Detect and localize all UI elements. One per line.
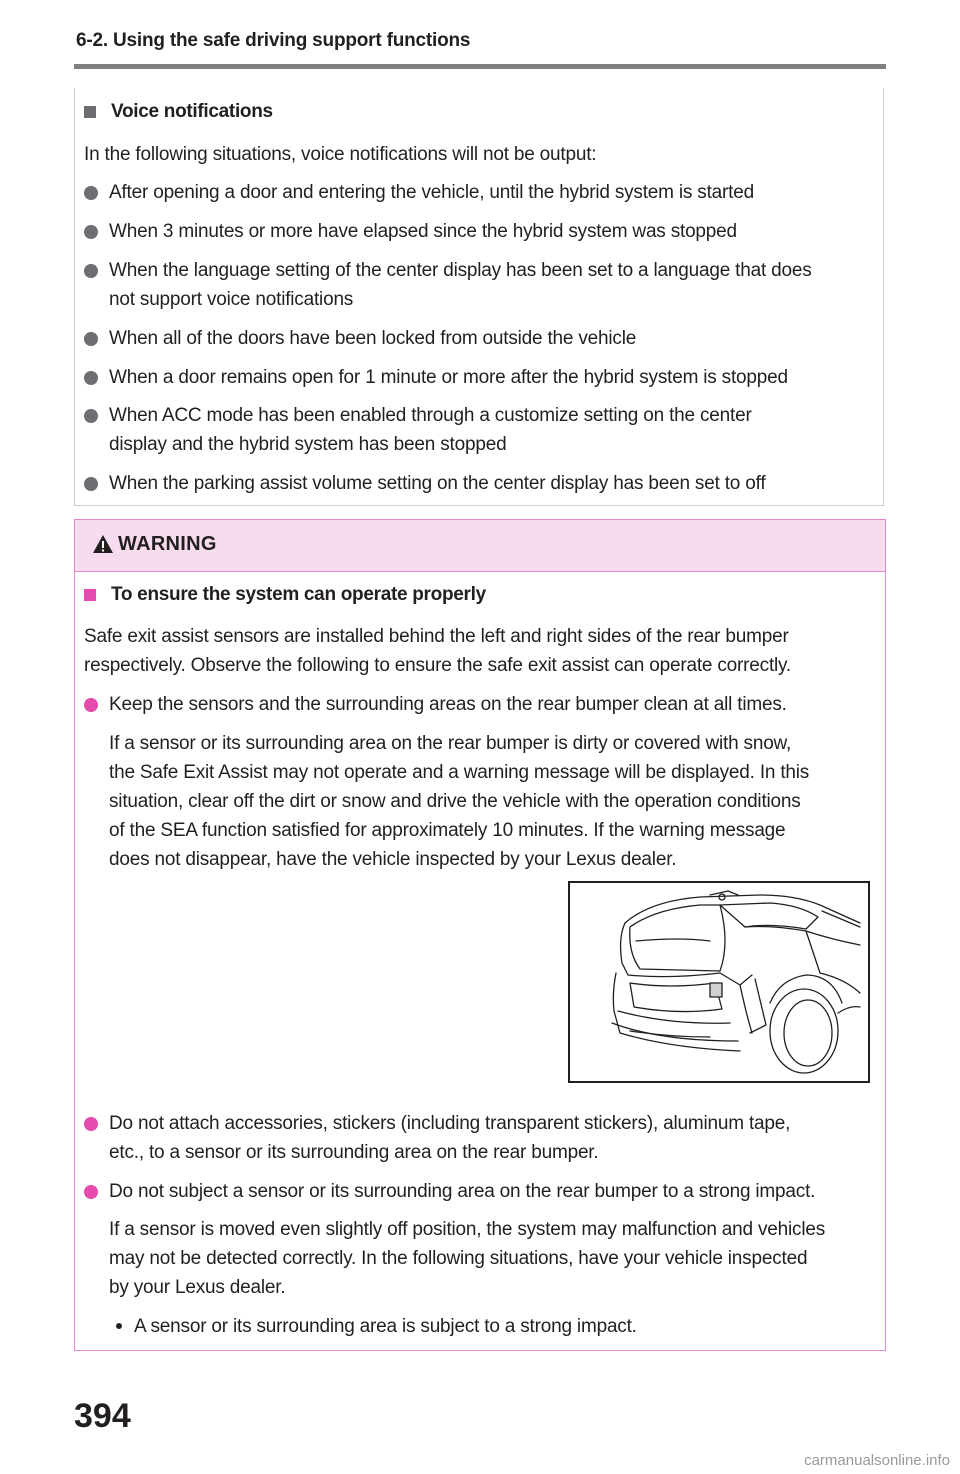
warning-header — [75, 520, 885, 572]
voice-item: When the language setting of the center display has been set to a language that does — [109, 260, 812, 281]
circle-bullet-icon — [84, 186, 98, 200]
voice-item: When the parking assist volume setting on the center display has been set to off — [109, 473, 766, 494]
voice-item: After opening a door and entering the vehicle, until the hybrid system is started — [109, 182, 754, 203]
warning-triangle-icon — [92, 534, 114, 554]
voice-item: When ACC mode has been enabled through a customize setting on the center — [109, 405, 752, 426]
circle-bullet-icon — [84, 698, 98, 712]
warning-detail: situation, clear off the dirt or snow and drive the vehicle with the operation conditions — [109, 791, 801, 812]
square-bullet-icon — [84, 589, 96, 601]
circle-bullet-icon — [84, 1117, 98, 1131]
circle-bullet-icon — [84, 332, 98, 346]
square-bullet-icon — [84, 106, 96, 118]
voice-item-cont: not support voice notifications — [109, 289, 354, 310]
page-number: 394 — [74, 1397, 131, 1435]
warning-intro: Safe exit assist sensors are installed behind the left and right sides of the rear bumper — [84, 626, 789, 647]
voice-intro: In the following situations, voice notifications will not be output: — [84, 144, 597, 165]
voice-item: When all of the doors have been locked from outside the vehicle — [109, 328, 637, 349]
warning-detail: does not disappear, have the vehicle inspected by your Lexus dealer. — [109, 849, 677, 870]
header-rule — [74, 64, 886, 69]
warning-item: Do not subject a sensor or its surrounding area on the rear bumper to a strong impact. — [109, 1181, 816, 1202]
warning-item: Keep the sensors and the surrounding areas on the rear bumper clean at all times. — [109, 694, 787, 715]
circle-bullet-icon — [84, 371, 98, 385]
circle-bullet-icon — [84, 409, 98, 423]
warning-intro: respectively. Observe the following to ensure the safe exit assist can operate correctly. — [84, 655, 792, 676]
warning-detail: If a sensor or its surrounding area on the rear bumper is dirty or covered with snow, — [109, 733, 792, 754]
warning-item-cont: etc., to a sensor or its surrounding area on the rear bumper. — [109, 1142, 599, 1163]
rear-bumper-sensor-illustration — [568, 881, 870, 1083]
circle-bullet-icon — [84, 264, 98, 278]
warning-heading: To ensure the system can operate properly — [111, 584, 486, 605]
suv-rear-drawing — [570, 883, 868, 1081]
voice-item-cont: display and the hybrid system has been stopped — [109, 434, 507, 455]
dot-bullet-icon — [116, 1323, 122, 1329]
voice-item: When 3 minutes or more have elapsed since the hybrid system was stopped — [109, 221, 737, 242]
warning-detail: by your Lexus dealer. — [109, 1277, 286, 1298]
circle-bullet-icon — [84, 1185, 98, 1199]
warning-label: WARNING — [118, 533, 217, 555]
warning-detail: may not be detected correctly. In the following situations, have your vehicle inspected — [109, 1248, 808, 1269]
warning-detail: the Safe Exit Assist may not operate and a warning message will be displayed. In this — [109, 762, 810, 783]
warning-item: Do not attach accessories, stickers (including transparent stickers), aluminum tape, — [109, 1113, 791, 1134]
footer-url: carmanualsonline.info — [804, 1452, 950, 1469]
circle-bullet-icon — [84, 225, 98, 239]
circle-bullet-icon — [84, 477, 98, 491]
warning-detail: of the SEA function satisfied for approximately 10 minutes. If the warning message — [109, 820, 786, 841]
section-title: 6-2. Using the safe driving support functions — [76, 30, 471, 51]
warning-detail: If a sensor is moved even slightly off position, the system may malfunction and vehicles — [109, 1219, 826, 1240]
voice-notifications-heading: Voice notifications — [111, 101, 273, 122]
warning-subitem: A sensor or its surrounding area is subject to a strong impact. — [134, 1316, 637, 1337]
voice-item: When a door remains open for 1 minute or more after the hybrid system is stopped — [109, 367, 788, 388]
